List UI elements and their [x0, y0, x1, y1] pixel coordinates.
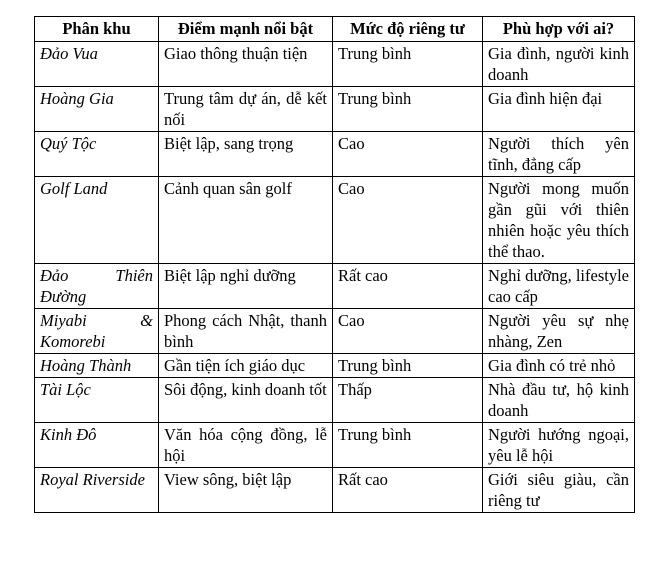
zone-cell: Kinh Đô	[35, 423, 159, 468]
strength-cell: Văn hóa cộng đồng, lễ hội	[159, 423, 333, 468]
strength-cell: View sông, biệt lập	[159, 468, 333, 513]
strength-cell: Gần tiện ích giáo dục	[159, 354, 333, 378]
table-row	[35, 42, 635, 87]
strength-cell: Giao thông thuận tiện	[159, 42, 333, 87]
privacy-cell: Trung bình	[333, 42, 483, 87]
privacy-cell: Rất cao	[333, 468, 483, 513]
zone-cell: Miyabi & Komorebi	[35, 309, 159, 354]
strength-cell: Biệt lập nghỉ dưỡng	[159, 264, 333, 309]
zone-cell: Hoàng Thành	[35, 354, 159, 378]
zone-cell: Golf Land	[35, 177, 159, 264]
header-privacy: Mức độ riêng tư	[333, 17, 483, 42]
strength-cell: Cảnh quan sân golf	[159, 177, 333, 264]
strength-cell: Biệt lập, sang trọng	[159, 132, 333, 177]
privacy-cell: Trung bình	[333, 87, 483, 132]
header-fit: Phù hợp với ai?	[483, 17, 635, 42]
table-header-row	[35, 17, 635, 42]
privacy-cell: Cao	[333, 177, 483, 264]
privacy-cell: Cao	[333, 132, 483, 177]
table-row	[35, 264, 635, 309]
zone-cell: Quý Tộc	[35, 132, 159, 177]
header-zone: Phân khu	[35, 17, 159, 42]
zone-cell: Tài Lộc	[35, 378, 159, 423]
table-row	[35, 309, 635, 354]
table-row	[35, 423, 635, 468]
zone-cell: Đảo Vua	[35, 42, 159, 87]
privacy-cell: Rất cao	[333, 264, 483, 309]
strength-cell: Phong cách Nhật, thanh bình	[159, 309, 333, 354]
zone-comparison-table	[34, 16, 635, 513]
fit-cell: Nghỉ dưỡng, lifestyle cao cấp	[483, 264, 635, 309]
table-row	[35, 132, 635, 177]
fit-cell: Giới siêu giàu, cần riêng tư	[483, 468, 635, 513]
fit-cell: Gia đình hiện đại	[483, 87, 635, 132]
table-row	[35, 354, 635, 378]
privacy-cell: Cao	[333, 309, 483, 354]
zone-cell: Hoàng Gia	[35, 87, 159, 132]
table-row	[35, 177, 635, 264]
privacy-cell: Thấp	[333, 378, 483, 423]
table-row	[35, 87, 635, 132]
fit-cell: Người thích yên tĩnh, đẳng cấp	[483, 132, 635, 177]
fit-cell: Nhà đầu tư, hộ kinh doanh	[483, 378, 635, 423]
fit-cell: Người hướng ngoại, yêu lễ hội	[483, 423, 635, 468]
zone-cell: Đảo Thiên Đường	[35, 264, 159, 309]
table-row	[35, 468, 635, 513]
zone-cell: Royal Riverside	[35, 468, 159, 513]
fit-cell: Gia đình có trẻ nhỏ	[483, 354, 635, 378]
strength-cell: Trung tâm dự án, dễ kết nối	[159, 87, 333, 132]
header-strength: Điểm mạnh nổi bật	[159, 17, 333, 42]
strength-cell: Sôi động, kinh doanh tốt	[159, 378, 333, 423]
fit-cell: Người yêu sự nhẹ nhàng, Zen	[483, 309, 635, 354]
fit-cell: Người mong muốn gần gũi với thiên nhiên hoặc yêu thích thể thao.	[483, 177, 635, 264]
table-row	[35, 378, 635, 423]
fit-cell: Gia đình, người kinh doanh	[483, 42, 635, 87]
privacy-cell: Trung bình	[333, 354, 483, 378]
privacy-cell: Trung bình	[333, 423, 483, 468]
